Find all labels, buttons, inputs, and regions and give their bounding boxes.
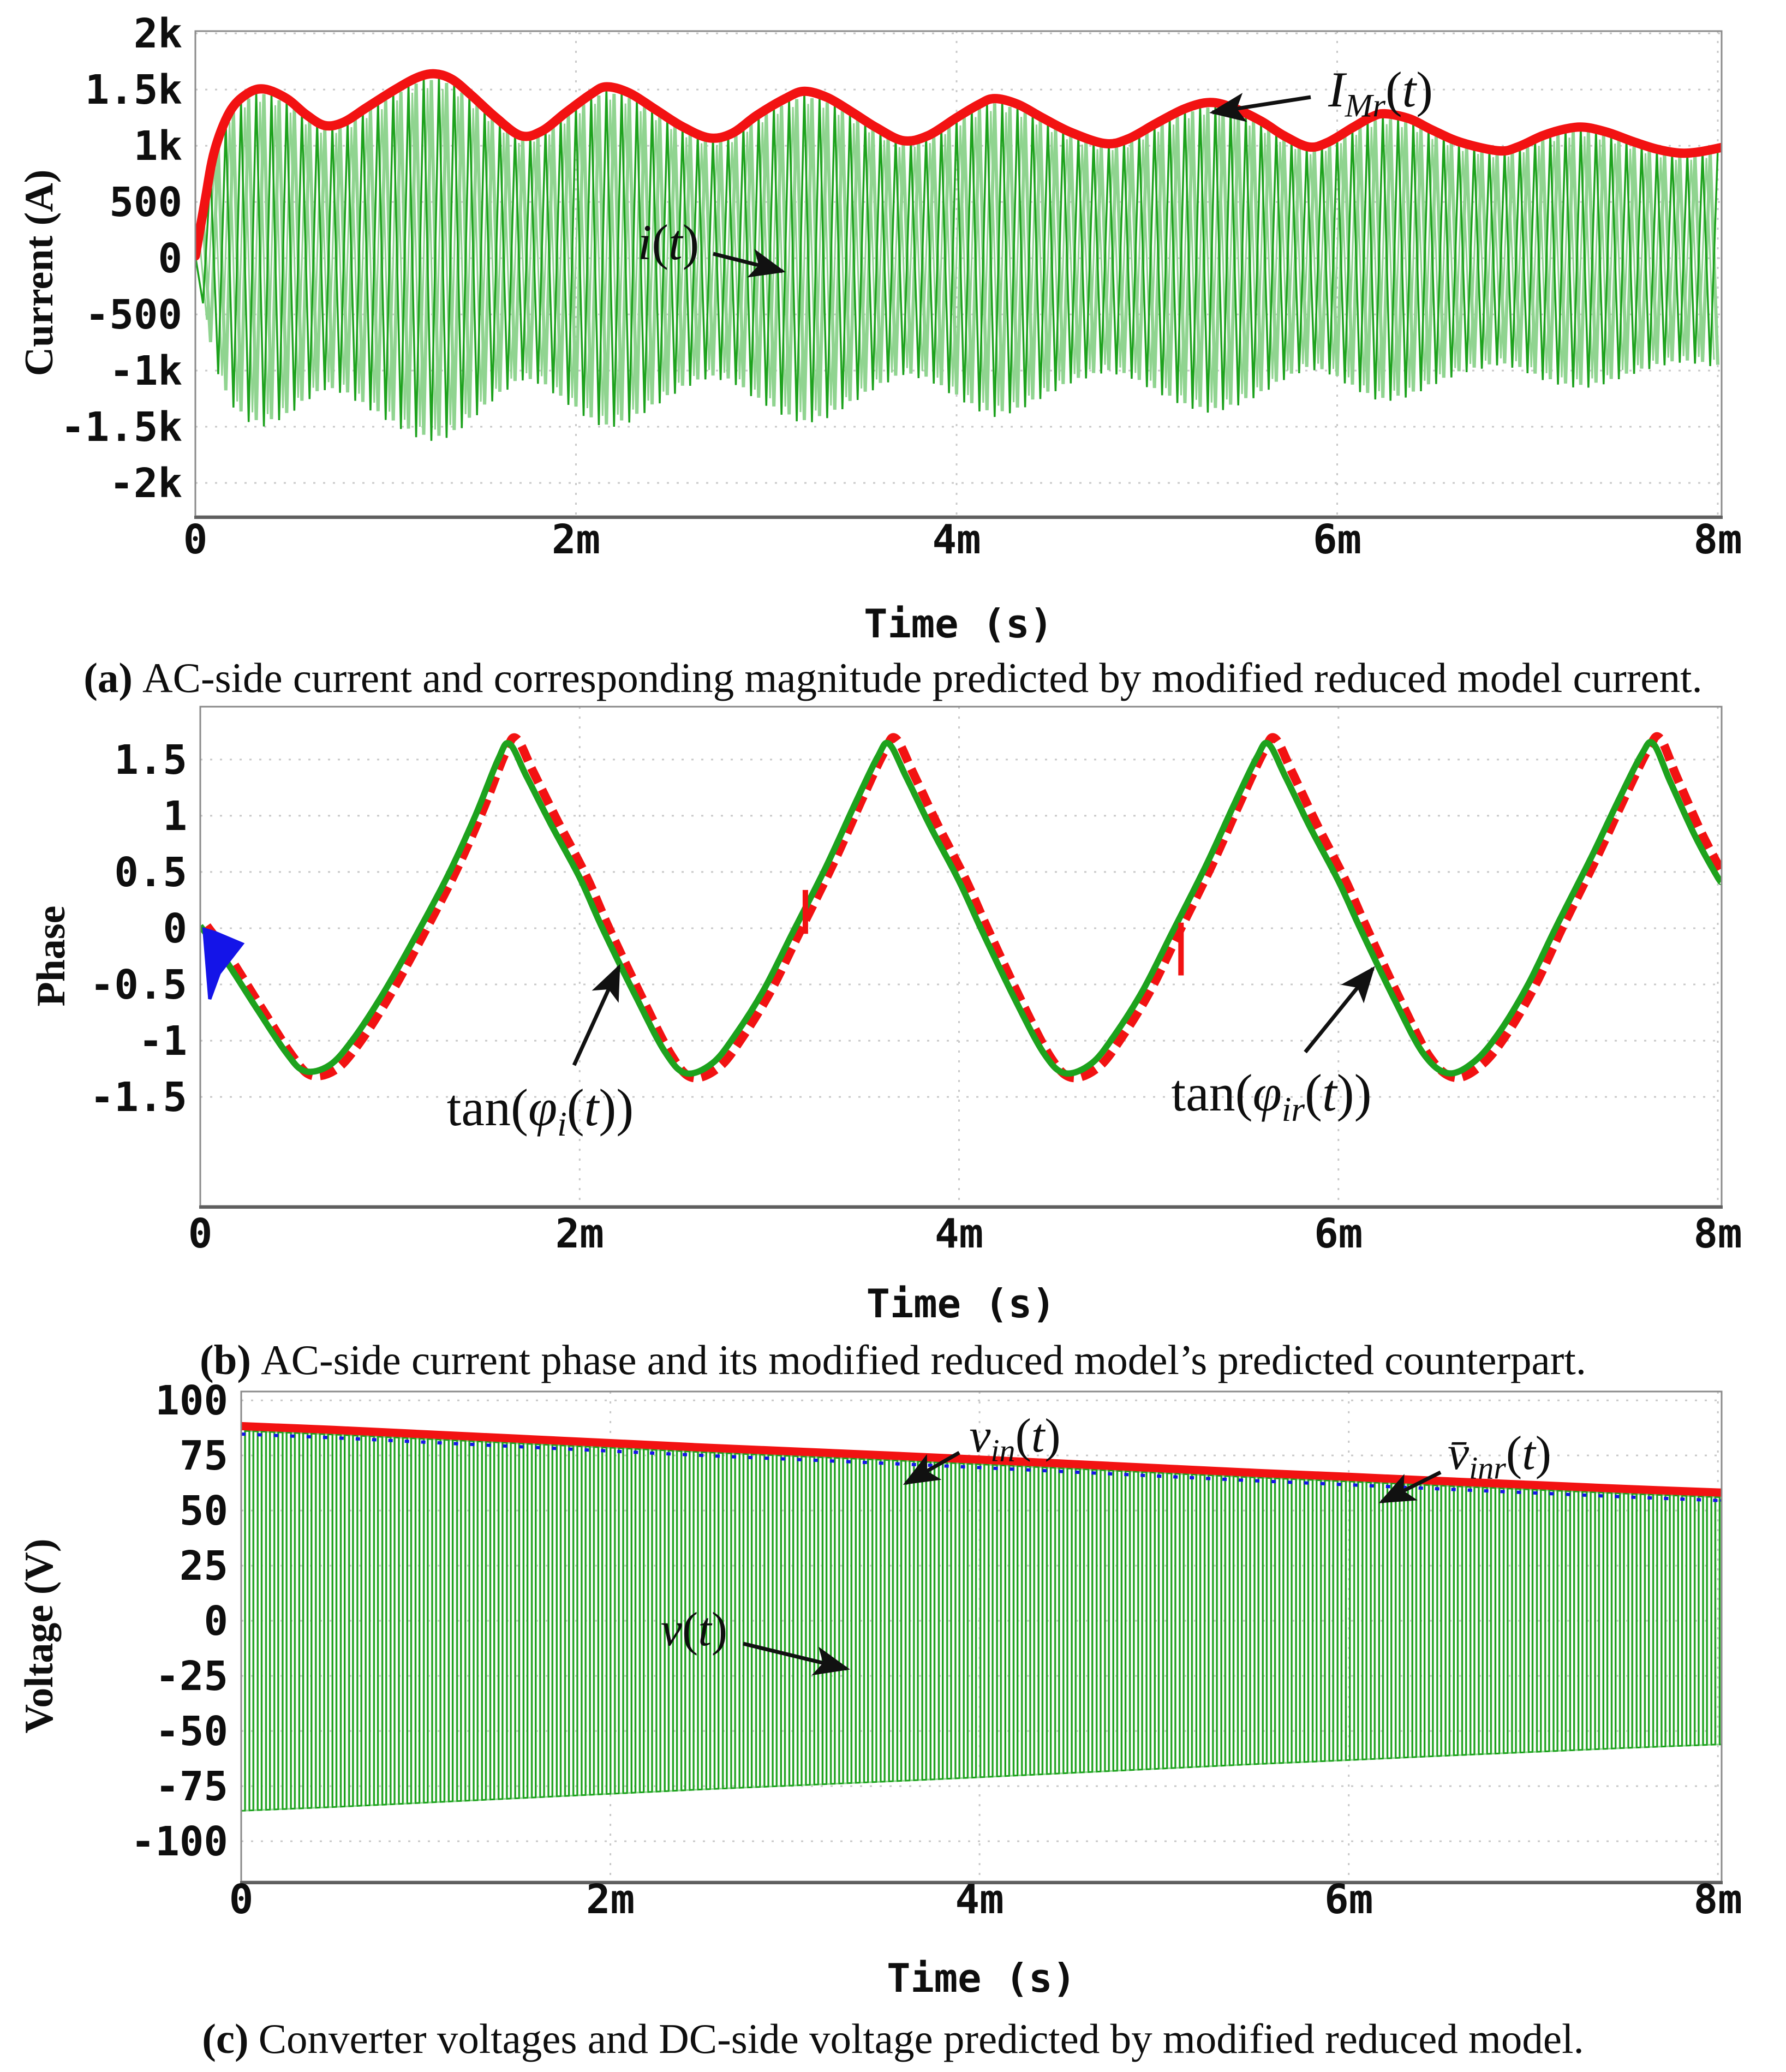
xtick-a-0: 0 bbox=[183, 516, 208, 563]
carrier-v(t) bbox=[241, 1431, 1722, 1811]
label-v: v(t) bbox=[660, 1603, 728, 1656]
ytick-a-1.5k: 1.5k bbox=[85, 67, 182, 114]
ytick-b--1.5: -1.5 bbox=[89, 1074, 187, 1121]
ytick-c-50: 50 bbox=[179, 1488, 228, 1535]
caption-a-text: AC-side current and corresponding magnitude predicted by modified reduced model current. bbox=[142, 654, 1703, 701]
ytick-a--1.5k: -1.5k bbox=[61, 404, 182, 451]
ytick-a--2k: -2k bbox=[109, 460, 182, 507]
ytick-b--1: -1 bbox=[138, 1018, 187, 1065]
ytick-b--0.5: -0.5 bbox=[89, 962, 187, 1008]
ytick-b-1: 1 bbox=[163, 792, 187, 840]
xlabel-c: Time (s) bbox=[887, 1955, 1076, 2001]
ytick-a--500: -500 bbox=[85, 291, 182, 339]
xtick-b-8m: 8m bbox=[1693, 1210, 1742, 1257]
chart-a bbox=[17, 10, 1742, 647]
chart-b bbox=[29, 707, 1742, 1327]
ytick-c-0: 0 bbox=[204, 1598, 228, 1645]
ytick-a-2k: 2k bbox=[133, 10, 182, 58]
series-b bbox=[200, 737, 1728, 1078]
ytick-b-0.5: 0.5 bbox=[114, 849, 187, 896]
xtick-c-0: 0 bbox=[229, 1876, 254, 1923]
ytick-c-100: 100 bbox=[155, 1377, 228, 1425]
caption-a bbox=[0, 654, 1786, 702]
xtick-b-4m: 4m bbox=[934, 1210, 984, 1257]
ylabel-a: Current (A) bbox=[17, 169, 62, 377]
ytick-a-0: 0 bbox=[158, 235, 182, 283]
label-tan-i-arrow bbox=[574, 967, 619, 1065]
xlabel-a: Time (s) bbox=[864, 601, 1053, 647]
caption-b bbox=[0, 1336, 1786, 1384]
ylabel-b: Phase bbox=[29, 905, 74, 1007]
chart-c bbox=[17, 1377, 1742, 2001]
caption-a-label: (a) bbox=[83, 654, 133, 701]
ytick-a-1k: 1k bbox=[133, 123, 182, 170]
ytick-b-1.5: 1.5 bbox=[114, 736, 187, 784]
label-tan-ir: $\tan(\varphi_{ir}(t))$ bbox=[1171, 1064, 1372, 1129]
line-tan(φi(t)) bbox=[200, 742, 1722, 1074]
ytick-c--50: -50 bbox=[155, 1708, 228, 1755]
grid-b bbox=[200, 707, 1722, 1206]
ytick-b-0: 0 bbox=[163, 905, 187, 952]
xtick-b-6m: 6m bbox=[1314, 1210, 1363, 1257]
caption-c-label: (c) bbox=[202, 2015, 249, 2062]
xtick-c-4m: 4m bbox=[955, 1876, 1004, 1923]
xtick-a-6m: 6m bbox=[1312, 516, 1362, 563]
caption-c-text: Converter voltages and DC-side voltage predicted by modified reduced model. bbox=[258, 2015, 1584, 2062]
label-vin: $v_{in}(t)$ bbox=[969, 1410, 1061, 1468]
xtick-c-8m: 8m bbox=[1693, 1876, 1742, 1923]
label-IMr: $I_{Mr}(t)$ bbox=[1328, 62, 1433, 124]
xtick-a-8m: 8m bbox=[1693, 516, 1742, 563]
ylabel-c: Voltage (V) bbox=[17, 1538, 62, 1734]
label-vinr: $v̄_{inr}(t)$ bbox=[1448, 1427, 1551, 1486]
ytick-a-500: 500 bbox=[109, 179, 182, 226]
ytick-c-25: 25 bbox=[179, 1543, 228, 1590]
xtick-b-2m: 2m bbox=[555, 1210, 604, 1257]
label-tan-ir-arrow bbox=[1305, 969, 1373, 1052]
ytick-c--25: -25 bbox=[155, 1653, 228, 1700]
series-a bbox=[195, 74, 1722, 441]
ytick-c-75: 75 bbox=[179, 1432, 228, 1480]
xtick-a-4m: 4m bbox=[932, 516, 981, 563]
ytick-a--1k: -1k bbox=[109, 348, 182, 395]
xtick-c-6m: 6m bbox=[1324, 1876, 1373, 1923]
xtick-c-2m: 2m bbox=[586, 1876, 635, 1923]
label-i: i(t) bbox=[637, 214, 700, 270]
label-tan-i: $\tan(\varphi_i(t))$ bbox=[446, 1078, 634, 1144]
ytick-c--100: -100 bbox=[130, 1818, 228, 1866]
caption-c bbox=[0, 2015, 1786, 2063]
xtick-a-2m: 2m bbox=[551, 516, 601, 563]
plot-frame bbox=[200, 707, 1722, 1206]
ytick-c--75: -75 bbox=[155, 1763, 228, 1811]
xtick-b-0: 0 bbox=[188, 1210, 213, 1257]
xlabel-b: Time (s) bbox=[866, 1281, 1056, 1327]
caption-b-text: AC-side current phase and its modified reduced model’s predicted counterpart. bbox=[261, 1336, 1587, 1383]
caption-b-label: (b) bbox=[199, 1336, 252, 1383]
